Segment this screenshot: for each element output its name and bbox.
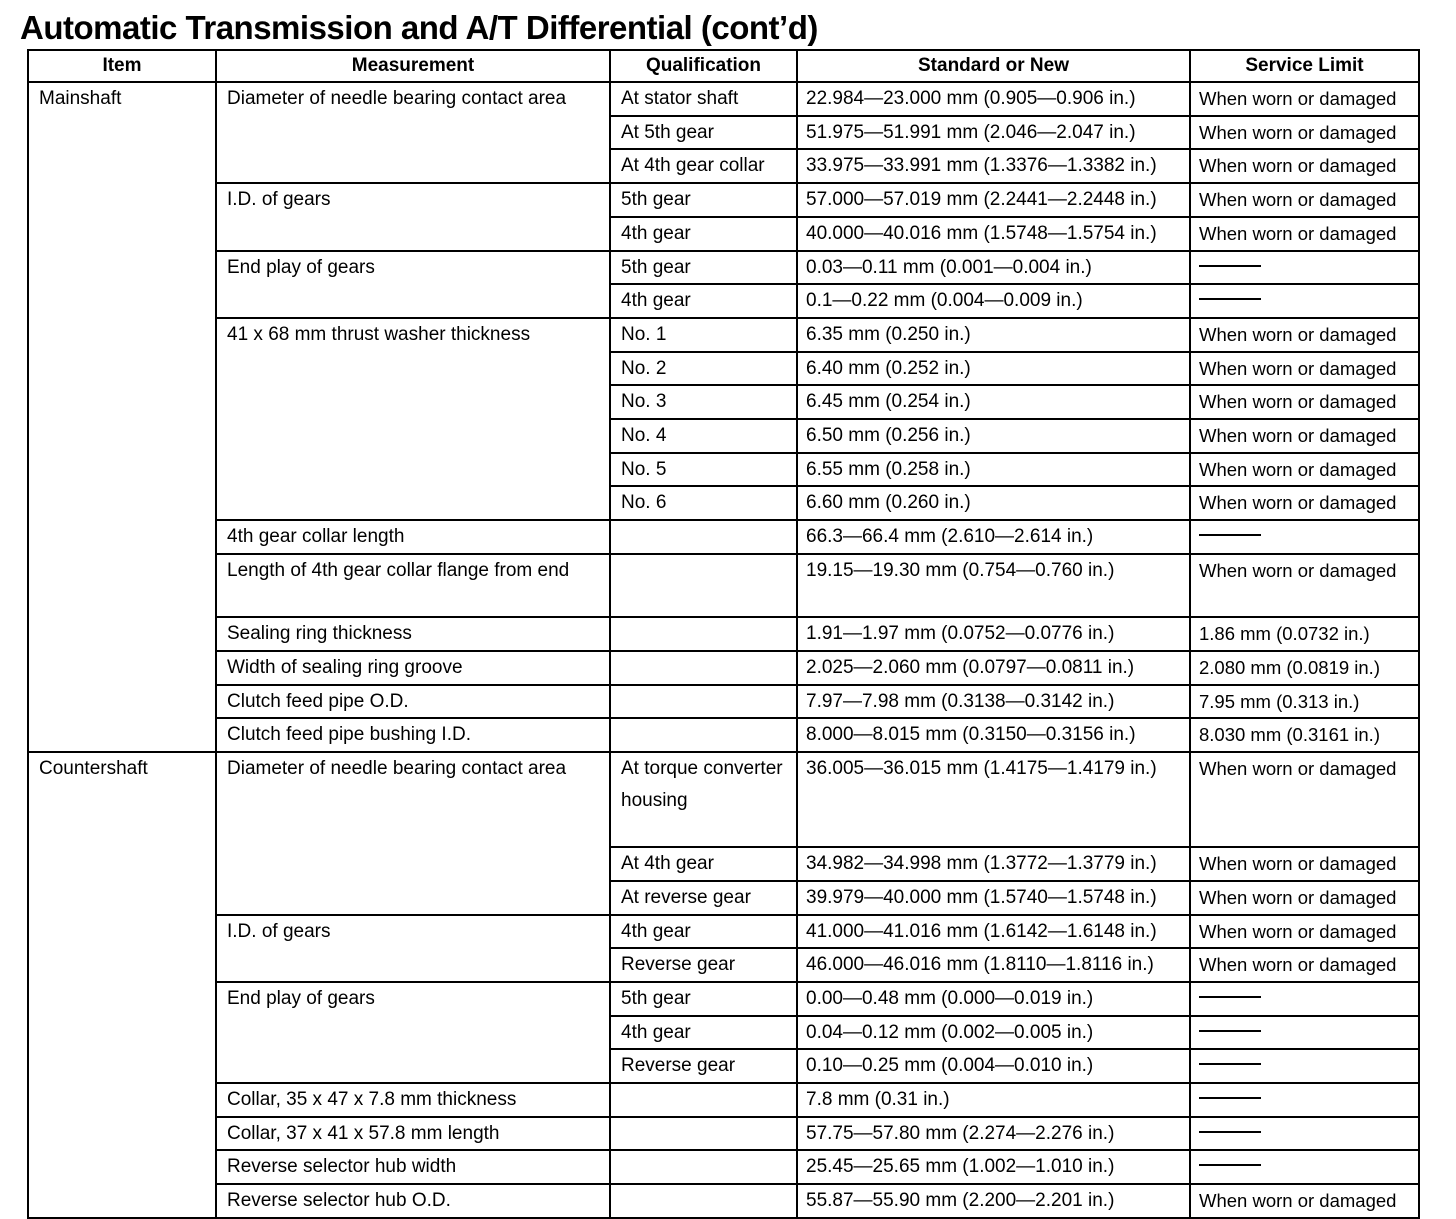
- service-limit-cell: When worn or damaged: [1190, 183, 1419, 217]
- table-header-row: [28, 50, 1419, 82]
- table-row: [28, 251, 1419, 285]
- measurement-cell: Clutch feed pipe O.D.: [216, 685, 610, 719]
- service-limit-cell: When worn or damaged: [1190, 453, 1419, 487]
- table-row: [28, 651, 1419, 685]
- dash-line: [1199, 1164, 1261, 1166]
- service-limit-cell-dash: [1190, 251, 1419, 285]
- standard-cell: 6.50 mm (0.256 in.): [797, 419, 1190, 453]
- qualification-cell: 4th gear: [610, 217, 797, 251]
- dash-line: [1199, 996, 1261, 998]
- table-row: [28, 1083, 1419, 1117]
- service-limit-cell-dash: [1190, 1049, 1419, 1083]
- qualification-cell: [610, 685, 797, 719]
- standard-cell: 57.75—57.80 mm (2.274—2.276 in.): [797, 1117, 1190, 1151]
- qualification-cell: At 4th gear: [610, 847, 797, 881]
- service-limit-cell: 7.95 mm (0.313 in.): [1190, 685, 1419, 719]
- table-row: [28, 982, 1419, 1016]
- measurement-cell: 41 x 68 mm thrust washer thickness: [216, 318, 610, 520]
- service-limit-cell: When worn or damaged: [1190, 149, 1419, 183]
- header-qualification: Qualification: [610, 50, 797, 82]
- standard-cell: 6.40 mm (0.252 in.): [797, 352, 1190, 386]
- qualification-cell: [610, 718, 797, 752]
- standard-cell: 0.00—0.48 mm (0.000—0.019 in.): [797, 982, 1190, 1016]
- service-limit-cell-dash: [1190, 520, 1419, 554]
- qualification-cell: [610, 554, 797, 617]
- qualification-cell: 4th gear: [610, 1016, 797, 1050]
- service-limit-cell-dash: [1190, 982, 1419, 1016]
- standard-cell: 66.3—66.4 mm (2.610—2.614 in.): [797, 520, 1190, 554]
- standard-cell: 7.8 mm (0.31 in.): [797, 1083, 1190, 1117]
- service-limit-cell: 1.86 mm (0.0732 in.): [1190, 617, 1419, 651]
- service-limit-cell-dash: [1190, 284, 1419, 318]
- service-limit-cell: When worn or damaged: [1190, 881, 1419, 915]
- qualification-cell: No. 4: [610, 419, 797, 453]
- service-limit-cell: When worn or damaged: [1190, 752, 1419, 847]
- table-row: [28, 718, 1419, 752]
- measurement-cell: Diameter of needle bearing contact area: [216, 752, 610, 915]
- qualification-cell: No. 5: [610, 453, 797, 487]
- measurement-cell: Sealing ring thickness: [216, 617, 610, 651]
- dash-line: [1199, 1063, 1261, 1065]
- item-cell: Mainshaft: [28, 82, 216, 752]
- service-limit-cell-dash: [1190, 1016, 1419, 1050]
- qualification-cell: No. 1: [610, 318, 797, 352]
- standard-cell: 0.03—0.11 mm (0.001—0.004 in.): [797, 251, 1190, 285]
- service-limit-cell: When worn or damaged: [1190, 419, 1419, 453]
- standard-cell: 34.982—34.998 mm (1.3772—1.3779 in.): [797, 847, 1190, 881]
- table-row: [28, 82, 1419, 116]
- qualification-cell: 5th gear: [610, 982, 797, 1016]
- service-limit-cell: When worn or damaged: [1190, 1184, 1419, 1218]
- measurement-cell: Reverse selector hub width: [216, 1150, 610, 1184]
- qualification-cell: [610, 1117, 797, 1151]
- service-limit-cell: When worn or damaged: [1190, 847, 1419, 881]
- standard-cell: 8.000—8.015 mm (0.3150—0.3156 in.): [797, 718, 1190, 752]
- service-limit-cell: When worn or damaged: [1190, 486, 1419, 520]
- qualification-cell: At 4th gear collar: [610, 149, 797, 183]
- dash-line: [1199, 298, 1261, 300]
- standard-cell: 2.025—2.060 mm (0.0797—0.0811 in.): [797, 651, 1190, 685]
- qualification-cell: [610, 651, 797, 685]
- standard-cell: 22.984—23.000 mm (0.905—0.906 in.): [797, 82, 1190, 116]
- service-limit-cell-dash: [1190, 1150, 1419, 1184]
- standard-cell: 46.000—46.016 mm (1.8110—1.8116 in.): [797, 948, 1190, 982]
- header-item: Item: [28, 50, 216, 82]
- standard-cell: 6.35 mm (0.250 in.): [797, 318, 1190, 352]
- item-cell: Countershaft: [28, 752, 216, 1218]
- standard-cell: 19.15—19.30 mm (0.754—0.760 in.): [797, 554, 1190, 617]
- service-limit-cell: When worn or damaged: [1190, 385, 1419, 419]
- measurement-cell: Collar, 37 x 41 x 57.8 mm length: [216, 1117, 610, 1151]
- qualification-cell: Reverse gear: [610, 1049, 797, 1083]
- standard-cell: 33.975—33.991 mm (1.3376—1.3382 in.): [797, 149, 1190, 183]
- qualification-cell: At torque converter housing: [610, 752, 797, 847]
- table-row: [28, 617, 1419, 651]
- standard-cell: 40.000—40.016 mm (1.5748—1.5754 in.): [797, 217, 1190, 251]
- service-limit-cell: 2.080 mm (0.0819 in.): [1190, 651, 1419, 685]
- measurement-cell: I.D. of gears: [216, 915, 610, 982]
- service-limit-cell-dash: [1190, 1117, 1419, 1151]
- service-limit-cell-dash: [1190, 1083, 1419, 1117]
- table-row: [28, 1117, 1419, 1151]
- measurement-cell: Diameter of needle bearing contact area: [216, 82, 610, 183]
- page-title: Automatic Transmission and A/T Differential (cont’d): [20, 9, 818, 46]
- standard-cell: 7.97—7.98 mm (0.3138—0.3142 in.): [797, 685, 1190, 719]
- measurement-cell: I.D. of gears: [216, 183, 610, 250]
- dash-line: [1199, 534, 1261, 536]
- measurement-cell: Reverse selector hub O.D.: [216, 1184, 610, 1218]
- standard-cell: 1.91—1.97 mm (0.0752—0.0776 in.): [797, 617, 1190, 651]
- qualification-cell: [610, 1083, 797, 1117]
- dash-line: [1199, 1131, 1261, 1133]
- dash-line: [1199, 1097, 1261, 1099]
- qualification-cell: At reverse gear: [610, 881, 797, 915]
- standard-cell: 55.87—55.90 mm (2.200—2.201 in.): [797, 1184, 1190, 1218]
- table-row: [28, 183, 1419, 217]
- standard-cell: 25.45—25.65 mm (1.002—1.010 in.): [797, 1150, 1190, 1184]
- service-limit-cell: When worn or damaged: [1190, 82, 1419, 116]
- dash-line: [1199, 265, 1261, 267]
- qualification-cell: [610, 617, 797, 651]
- standard-cell: 6.60 mm (0.260 in.): [797, 486, 1190, 520]
- standard-cell: 0.10—0.25 mm (0.004—0.010 in.): [797, 1049, 1190, 1083]
- table-row: [28, 554, 1419, 617]
- measurement-cell: Width of sealing ring groove: [216, 651, 610, 685]
- service-limit-cell: When worn or damaged: [1190, 948, 1419, 982]
- standard-cell: 39.979—40.000 mm (1.5740—1.5748 in.): [797, 881, 1190, 915]
- service-limit-cell: When worn or damaged: [1190, 352, 1419, 386]
- standard-cell: 57.000—57.019 mm (2.2441—2.2448 in.): [797, 183, 1190, 217]
- header-standard: Standard or New: [797, 50, 1190, 82]
- service-limit-cell: When worn or damaged: [1190, 217, 1419, 251]
- qualification-cell: [610, 1184, 797, 1218]
- standard-cell: 0.04—0.12 mm (0.002—0.005 in.): [797, 1016, 1190, 1050]
- service-limit-cell: When worn or damaged: [1190, 318, 1419, 352]
- qualification-cell: At stator shaft: [610, 82, 797, 116]
- header-measurement: Measurement: [216, 50, 610, 82]
- table-row: [28, 1184, 1419, 1218]
- standard-cell: 51.975—51.991 mm (2.046—2.047 in.): [797, 116, 1190, 150]
- spec-table: [27, 49, 1420, 1219]
- measurement-cell: Collar, 35 x 47 x 7.8 mm thickness: [216, 1083, 610, 1117]
- table-row: [28, 318, 1419, 352]
- service-limit-cell: When worn or damaged: [1190, 554, 1419, 617]
- qualification-cell: 4th gear: [610, 915, 797, 949]
- table-row: [28, 752, 1419, 847]
- measurement-cell: Clutch feed pipe bushing I.D.: [216, 718, 610, 752]
- header-service-limit: Service Limit: [1190, 50, 1419, 82]
- measurement-cell: Length of 4th gear collar flange from end: [216, 554, 610, 617]
- standard-cell: 41.000—41.016 mm (1.6142—1.6148 in.): [797, 915, 1190, 949]
- service-limit-cell: When worn or damaged: [1190, 116, 1419, 150]
- qualification-cell: Reverse gear: [610, 948, 797, 982]
- standard-cell: 6.45 mm (0.254 in.): [797, 385, 1190, 419]
- qualification-cell: 5th gear: [610, 183, 797, 217]
- table-row: [28, 915, 1419, 949]
- standard-cell: 0.1—0.22 mm (0.004—0.009 in.): [797, 284, 1190, 318]
- service-limit-cell: 8.030 mm (0.3161 in.): [1190, 718, 1419, 752]
- service-limit-cell: When worn or damaged: [1190, 915, 1419, 949]
- standard-cell: 36.005—36.015 mm (1.4175—1.4179 in.): [797, 752, 1190, 847]
- qualification-cell: No. 3: [610, 385, 797, 419]
- qualification-cell: 4th gear: [610, 284, 797, 318]
- measurement-cell: End play of gears: [216, 251, 610, 318]
- table-row: [28, 520, 1419, 554]
- qualification-cell: At 5th gear: [610, 116, 797, 150]
- table-row: [28, 685, 1419, 719]
- measurement-cell: End play of gears: [216, 982, 610, 1083]
- qualification-cell: No. 2: [610, 352, 797, 386]
- qualification-cell: 5th gear: [610, 251, 797, 285]
- dash-line: [1199, 1030, 1261, 1032]
- qualification-cell: No. 6: [610, 486, 797, 520]
- standard-cell: 6.55 mm (0.258 in.): [797, 453, 1190, 487]
- qualification-cell: [610, 520, 797, 554]
- table-row: [28, 1150, 1419, 1184]
- qualification-cell: [610, 1150, 797, 1184]
- measurement-cell: 4th gear collar length: [216, 520, 610, 554]
